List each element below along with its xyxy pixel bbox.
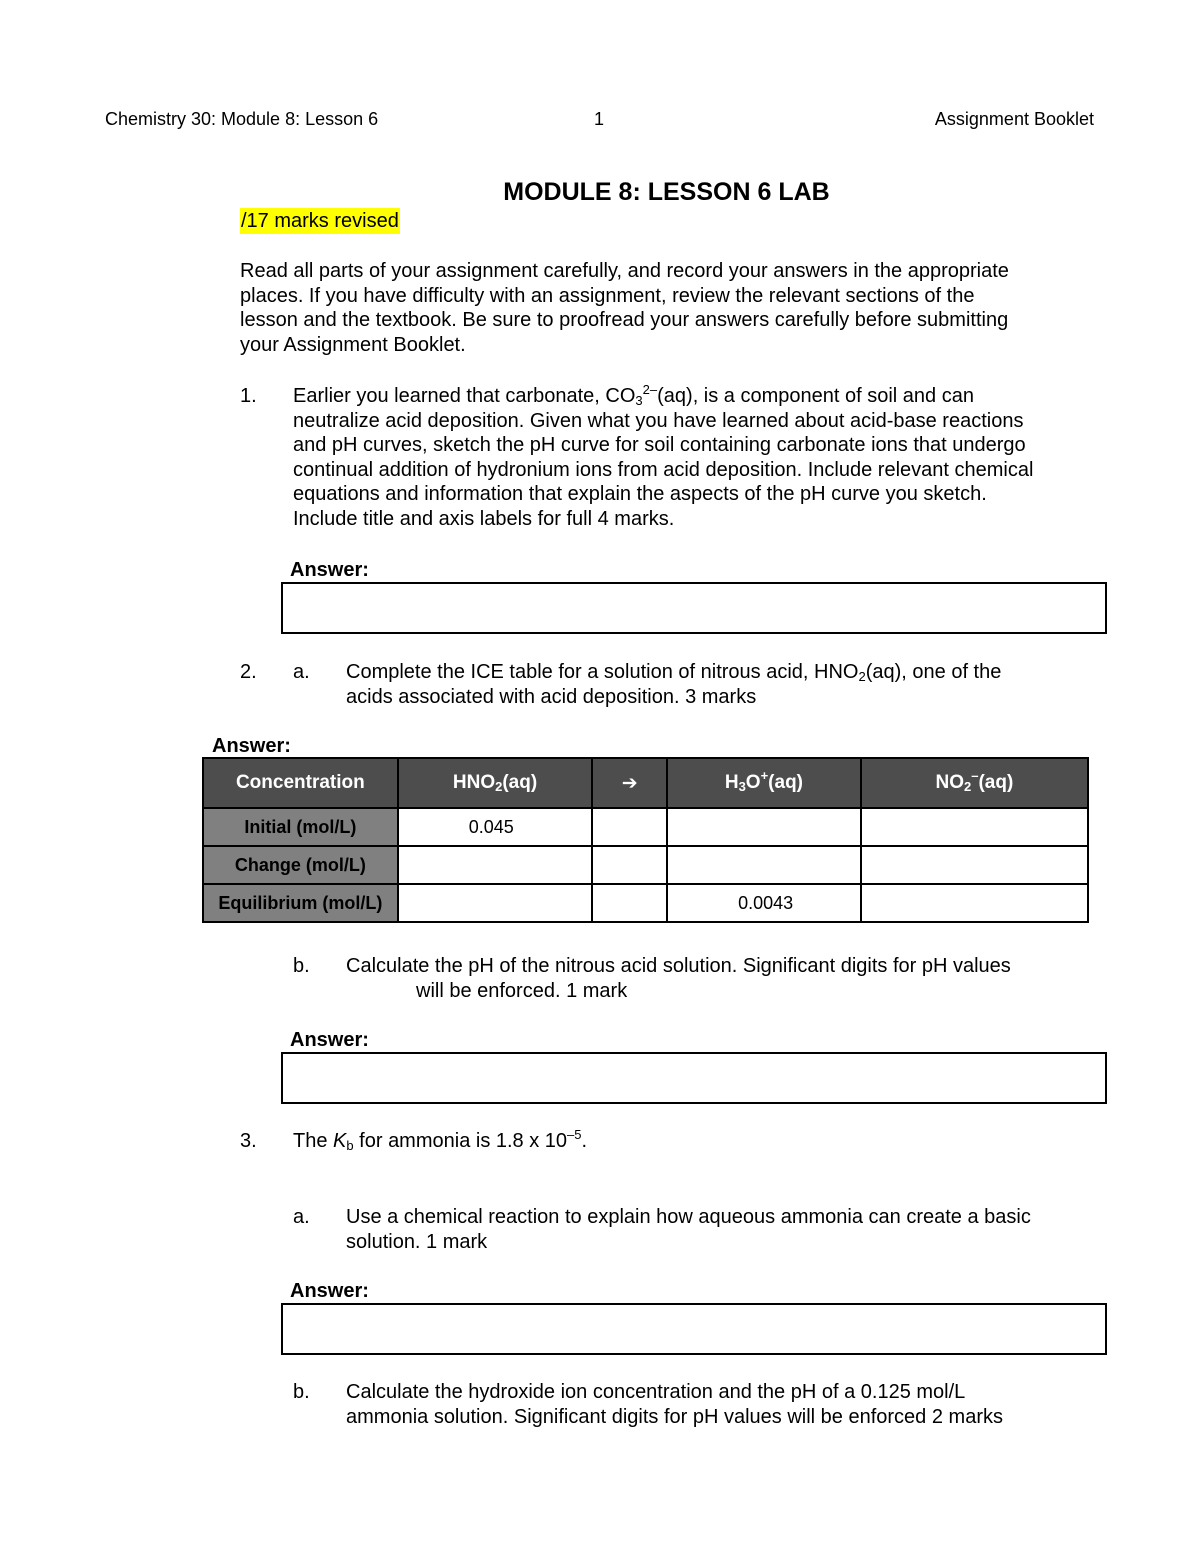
cell-change-hydronium[interactable] [667, 846, 861, 884]
arrow-icon: ➔ [592, 758, 667, 808]
cell-equilibrium-arrow [592, 884, 667, 922]
cell-equilibrium-hydronium[interactable]: 0.0043 [667, 884, 861, 922]
row-label: Initial (mol/L) [203, 808, 398, 846]
page-number: 1 [594, 109, 605, 129]
q2b-answer-box[interactable] [281, 1052, 1107, 1104]
row-label: Change (mol/L) [203, 846, 398, 884]
ice-row-equilibrium [203, 884, 1088, 922]
q2b-answer-label: Answer: [290, 1029, 369, 1051]
header-right: Assignment Booklet [934, 109, 1094, 129]
q3b-text: Calculate the hydroxide ion concentration and the pH of a 0.125 mol/L ammonia solution. Significant digits for pH values will be enforced 2 marks [346, 1381, 1003, 1428]
q3a-answer-label: Answer: [290, 1280, 369, 1302]
cell-change-acid[interactable] [398, 846, 593, 884]
q2a-letter: a. [293, 661, 310, 683]
q3-text: The $K_b$ for ammonia is 1.8 x $10^{-5}$. [293, 1127, 588, 1153]
q2-number: 2. [240, 661, 257, 683]
q3a-letter: a. [293, 1206, 310, 1228]
ice-table [202, 757, 1089, 923]
cell-equilibrium-nitrite[interactable] [861, 884, 1088, 922]
ice-header-row [203, 758, 1088, 808]
q3-number: 3. [240, 1130, 257, 1152]
q2b-text: Calculate the pH of the nitrous acid solution. Significant digits for pH values will be enforced. 1 mark [346, 955, 1011, 1002]
header-hydronium: $H_3O^+(aq)$ [667, 758, 861, 808]
row-label: Equilibrium (mol/L) [203, 884, 398, 922]
q2a-answer-label: Answer: [212, 735, 291, 757]
cell-initial-arrow [592, 808, 667, 846]
cell-initial-nitrite[interactable] [861, 808, 1088, 846]
cell-initial-acid[interactable]: 0.045 [398, 808, 593, 846]
ice-row-initial [203, 808, 1088, 846]
header-left: Chemistry 30: Module 8: Lesson 6 [105, 109, 379, 129]
q2b-letter: b. [293, 955, 310, 977]
q1-answer-label: Answer: [290, 559, 369, 581]
cell-change-nitrite[interactable] [861, 846, 1088, 884]
cell-equilibrium-acid[interactable] [398, 884, 593, 922]
header-concentration: Concentration [203, 758, 398, 808]
ice-row-change [203, 846, 1088, 884]
header-acid: $HNO_2(aq)$ [398, 758, 593, 808]
q3a-text: Use a chemical reaction to explain how aqueous ammonia can create a basic solution. 1 mark [346, 1206, 1031, 1253]
intro-paragraph: Read all parts of your assignment carefully, and record your answers in the appropriate places. If you have difficulty with an assignment, review the relevant sections of the lesson and the textbook. Be sure to proofread your answers carefully before submitting your Assignment Booklet. [240, 260, 1009, 356]
page-title: MODULE 8: LESSON 6 LAB [503, 178, 830, 206]
q1-answer-box[interactable] [281, 582, 1107, 634]
cell-initial-hydronium[interactable] [667, 808, 861, 846]
header-nitrite: $NO_2^-(aq)$ [861, 758, 1088, 808]
q2a-text: Complete the ICE table for a solution of nitrous acid, $HNO_2(aq)$, one of the acids associated with acid deposition. 3 marks [346, 661, 1002, 708]
q3b-letter: b. [293, 1381, 310, 1403]
q3a-answer-box[interactable] [281, 1303, 1107, 1355]
q1-text: Earlier you learned that carbonate, $CO_3^{2-}(aq)$, is a component of soil and can neutralize acid deposition. Given what you have learned about acid-base reactions and pH curves, sketch the pH curve for soil containing carbonate ions that undergo continual addition of hydronium ions from acid deposition. Include relevant chemical equations and information that explain the aspects of the pH curve you sketch. Include title and axis labels for full 4 marks. [293, 382, 1034, 530]
q1-number: 1. [240, 385, 257, 407]
cell-change-arrow [592, 846, 667, 884]
marks-note: /17 marks revised [241, 210, 399, 232]
